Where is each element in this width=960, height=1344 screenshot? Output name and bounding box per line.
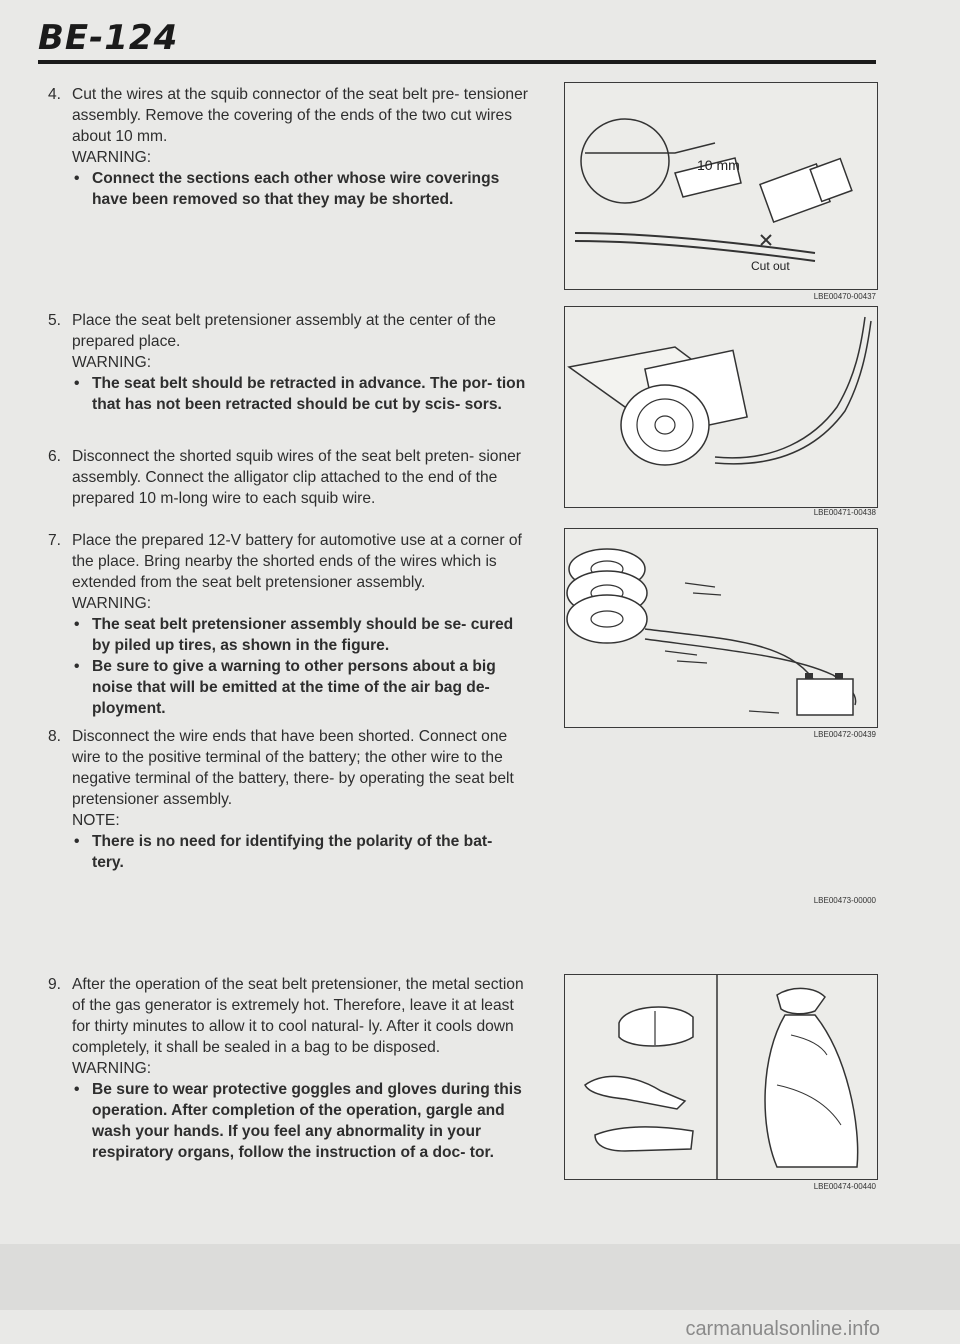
warning-bullet: • Be sure to wear protective goggles and gloves during this operation. After completion of the operation, gargle and wash your hands. If you feel any abnormality in your respiratory organs, follow the instruction of a doc- tor. — [72, 1079, 528, 1163]
step-number: 7. — [48, 532, 62, 549]
figure-code: LBE00471-00438 — [813, 508, 876, 517]
figure-protective-gear — [564, 974, 878, 1180]
step-9 — [48, 974, 528, 1163]
figure-code: LBE00470-00437 — [813, 292, 876, 301]
step-8 — [48, 726, 528, 873]
pretensioner-illustration — [565, 307, 877, 507]
figure-code: LBE00473-00000 — [813, 896, 876, 905]
figure-pretensioner — [564, 306, 878, 508]
step-number: 8. — [48, 728, 62, 745]
tires-battery-illustration — [565, 529, 877, 727]
warning-label: WARNING: — [72, 354, 152, 371]
warning-label: WARNING: — [72, 595, 152, 612]
step-6 — [48, 446, 528, 509]
step-7 — [48, 530, 528, 719]
footer-band — [0, 1244, 960, 1310]
warning-bullet: • The seat belt pretensioner assembly should be se- cured by piled up tires, as shown in the figure. — [72, 614, 528, 656]
step-text: After the operation of the seat belt pretensioner, the metal section of the gas generator is extremely hot. Therefore, leave it at least for thirty minutes to allow it to cool natural- ly. After it cools down completely, it shall be sealed in a bag to be disposed. — [72, 976, 524, 1056]
warning-bullet: • Connect the sections each other whose wire coverings have been removed so that they may be shorted. — [72, 168, 528, 210]
figure-cut-wires — [564, 82, 878, 290]
figure-code: LBE00474-00440 — [813, 1182, 876, 1191]
callout-10mm: 10 mm — [697, 157, 740, 173]
step-number: 9. — [48, 976, 62, 993]
note-label: NOTE: — [72, 812, 120, 829]
wire-cut-illustration — [565, 83, 877, 289]
warning-bullet: • The seat belt should be retracted in advance. The por- tion that has not been retracted should be cut by scis- sors. — [72, 373, 528, 415]
protective-gear-illustration — [565, 975, 877, 1179]
step-text: Disconnect the wire ends that have been shorted. Connect one wire to the positive terminal of the battery; the other wire to the negative terminal of the battery, there- by operating the seat belt pretensioner assembly. — [72, 728, 514, 808]
warning-label: WARNING: — [72, 1060, 152, 1077]
step-text: Place the seat belt pretensioner assembly at the center of the prepared place. — [72, 312, 496, 350]
step-text: Disconnect the shorted squib wires of the seat belt preten- sioner assembly. Connect the alligator clip attached to the end of the prepared 10 m-long wire to each squib wire. — [72, 448, 521, 507]
step-number: 6. — [48, 448, 62, 465]
step-5 — [48, 310, 528, 415]
step-number: 4. — [48, 86, 62, 103]
warning-bullet: • Be sure to give a warning to other persons about a big noise that will be emitted at the time of the air bag de- ployment. — [72, 656, 528, 719]
warning-label: WARNING: — [72, 149, 152, 166]
header-rule — [38, 60, 876, 64]
page-code: BE-124 — [38, 18, 179, 58]
footer-watermark: carmanualsonline.info — [685, 1318, 880, 1340]
callout-cut-out: Cut out — [751, 259, 790, 273]
step-number: 5. — [48, 312, 62, 329]
step-text: Place the prepared 12-V battery for automotive use at a corner of the place. Bring nearby the shorted ends of the wires which is extended from the seat belt pretensioner assembly. — [72, 532, 522, 591]
figure-tires-battery — [564, 528, 878, 728]
step-4 — [48, 84, 528, 210]
figure-code: LBE00472-00439 — [813, 730, 876, 739]
step-text: Cut the wires at the squib connector of the seat belt pre- tensioner assembly. Remove the covering of the ends of the two cut wires about 10 mm. — [72, 86, 528, 145]
note-bullet: • There is no need for identifying the polarity of the bat- tery. — [72, 831, 528, 873]
